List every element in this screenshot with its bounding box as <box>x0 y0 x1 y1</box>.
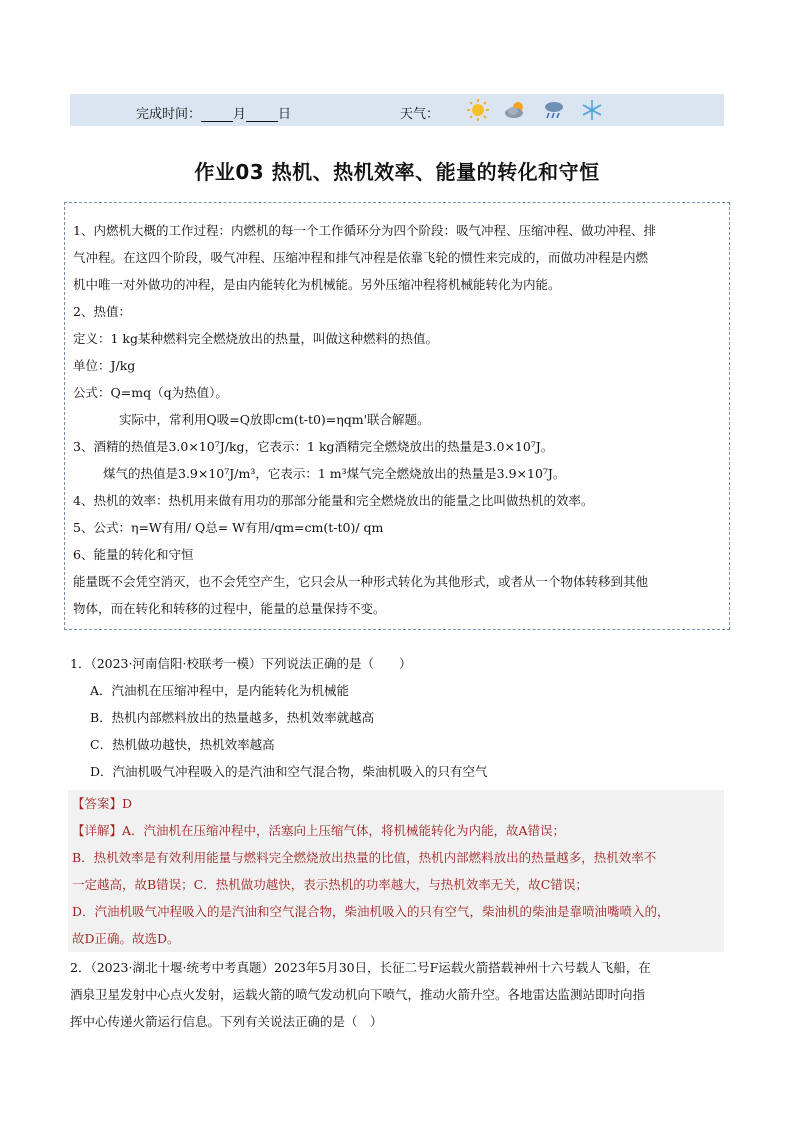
day-label: 日 <box>278 107 292 122</box>
summary-line: 气冲程。在这四个阶段，吸气冲程、压缩冲程和排气冲程是依靠飞轮的惯性来完成的，而做功冲程是内燃 <box>73 250 649 265</box>
explanation-line: 一定越高，故B错误；C．热机做功越快，表示热机的功率越大，与热机效率无关，故C错误； <box>72 877 588 892</box>
answer-label: 【答案】D <box>72 796 133 811</box>
weather-label: 天气： <box>400 107 440 122</box>
summary-line: 机中唯一对外做功的冲程，是由内能转化为机械能。另外压缩冲程将机械能转化为内能。 <box>73 277 561 292</box>
option-c[interactable]: C．热机做功越快，热机效率越高 <box>90 737 275 752</box>
question-stem-line: 2．（2023·湖北十堰·统考中考真题）2023年5月30日，长征二号F运载火箭搭载神州十六号载人飞船，在 <box>70 960 651 975</box>
day-blank[interactable] <box>246 109 278 122</box>
summary-line: 5、公式：η=W有用/ Q总= W有用/qm=cm(t-t0)/ qm <box>73 520 384 535</box>
question-stem: 1．（2023·河南信阳·校联考一模）下列说法正确的是（ ） <box>70 656 412 671</box>
summary-line: 物体，而在转化和转移的过程中，能量的总量保持不变。 <box>73 601 386 616</box>
explanation-line: B．热机效率是有效利用能量与燃料完全燃烧放出热量的比值，热机内部燃料放出的热量越多，热机效率不 <box>72 850 657 865</box>
summary-line: 4、热机的效率：热机用来做有用功的那部分能量和完全燃烧放出的能量之比叫做热机的效率。 <box>73 493 594 508</box>
explanation-line: 【详解】A．汽油机在压缩冲程中，活塞向上压缩气体，将机械能转化为内能，故A错误； <box>72 823 566 838</box>
option-d[interactable]: D．汽油机吸气冲程吸入的是汽油和空气混合物，柴油机吸入的只有空气 <box>90 764 488 779</box>
question-stem-line: 挥中心传递火箭运行信息。下列有关说法正确的是（ ） <box>70 1014 383 1029</box>
option-a[interactable]: A．汽油机在压缩冲程中，是内能转化为机械能 <box>90 683 350 698</box>
summary-line: 单位：J/kg <box>73 358 136 373</box>
header-bar <box>70 94 724 126</box>
question-stem-line: 酒泉卫星发射中心点火发射，运载火箭的喷气发动机向下喷气，推动火箭升空。各地雷达监测站即时向指 <box>70 987 646 1002</box>
question-1 <box>70 650 726 785</box>
partly-cloudy-icon[interactable] <box>504 98 528 122</box>
summary-line: 煤气的热值是3.9×10⁷J/m³，它表示：1 m³煤气完全燃烧放出的热量是3.9×10⁷J。 <box>103 466 566 481</box>
month-label: 月 <box>233 107 247 122</box>
option-b[interactable]: B．热机内部燃料放出的热量越多，热机效率就越高 <box>90 710 375 725</box>
summary-line: 2、热值： <box>73 304 131 319</box>
weather-icons <box>466 98 604 122</box>
summary-line: 3、酒精的热值是3.0×10⁷J/kg，它表示：1 kg酒精完全燃烧放出的热量是3.0×10⁷J。 <box>73 439 554 454</box>
explanation-line: D．汽油机吸气冲程吸入的是汽油和空气混合物，柴油机吸入的只有空气，柴油机的柴油是靠喷油嘴喷入的， <box>72 904 670 919</box>
summary-line: 实际中，常利用Q吸=Q放即cm(t-t0)=ηqm'联合解题。 <box>119 412 430 427</box>
sun-icon[interactable] <box>466 98 490 122</box>
page-title: 作业03 热机、热机效率、能量的转化和守恒 <box>194 160 600 184</box>
question-2 <box>70 954 726 1035</box>
snowflake-icon[interactable] <box>580 98 604 122</box>
summary-line: 公式：Q=mq（q为热值）。 <box>73 385 228 400</box>
completion-time <box>136 103 291 122</box>
rain-icon[interactable] <box>542 98 566 122</box>
summary-line: 6、能量的转化和守恒 <box>73 547 194 562</box>
knowledge-summary-box <box>64 202 730 630</box>
explanation-line: 故D正确。故选D。 <box>72 931 180 946</box>
answer-explanation-block <box>68 790 724 952</box>
summary-line: 1、内燃机大概的工作过程：内燃机的每一个工作循环分为四个阶段：吸气冲程、压缩冲程、做功冲程、排 <box>73 223 656 238</box>
summary-line: 定义：1 kg某种燃料完全燃烧放出的热量，叫做这种燃料的热值。 <box>73 331 439 346</box>
completion-label: 完成时间： <box>136 107 202 122</box>
summary-line: 能量既不会凭空消灭，也不会凭空产生，它只会从一种形式转化为其他形式，或者从一个物体转移到其他 <box>73 574 649 589</box>
month-blank[interactable] <box>201 109 233 122</box>
